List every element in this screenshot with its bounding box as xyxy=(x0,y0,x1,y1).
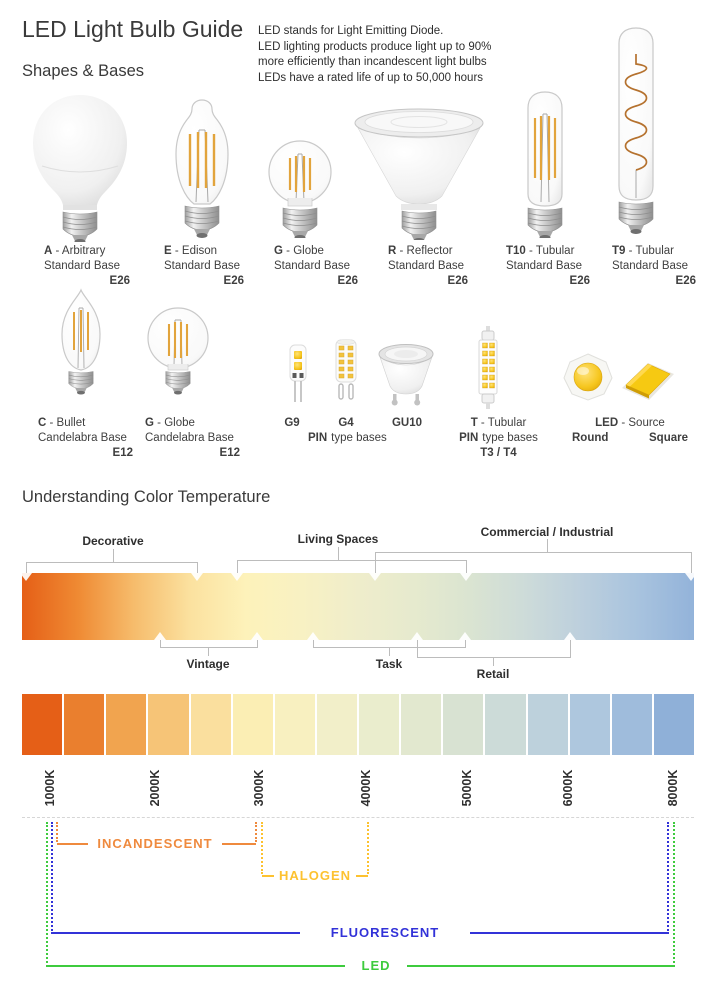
label-bulb-r: R - Reflector Standard Base E26 xyxy=(388,245,468,287)
fluorescent-range-line xyxy=(52,932,300,934)
bar-segment xyxy=(191,694,231,755)
label-pin-type-bases: PIN type bases xyxy=(308,432,387,444)
arrow-down xyxy=(685,573,697,581)
led-chip-round xyxy=(562,352,614,402)
arrow-up xyxy=(251,632,263,640)
label-led: LED xyxy=(361,958,391,973)
kelvin-label: 2000K xyxy=(148,769,162,807)
label-retail: Retail xyxy=(476,667,510,681)
bar-segment xyxy=(401,694,441,755)
label-halogen: HALOGEN xyxy=(279,868,351,883)
bar-segment xyxy=(64,694,104,755)
arrow-up xyxy=(411,632,423,640)
led-range-line xyxy=(46,822,48,967)
kelvin-label: 6000K xyxy=(561,769,575,807)
bar-segment xyxy=(612,694,652,755)
label-fluorescent: FLUORESCENT xyxy=(330,925,440,940)
divider-dashed-line xyxy=(22,817,694,818)
kelvin-label: 8000K xyxy=(666,769,680,807)
fluorescent-range-line xyxy=(667,822,669,934)
led-chip-square xyxy=(618,352,676,402)
bar-segment xyxy=(233,694,273,755)
label-vintage: Vintage xyxy=(186,657,230,671)
bulb-t10-tubular xyxy=(518,90,572,238)
label-t-tubular: T - Tubular PIN type bases T3 / T4 xyxy=(459,417,538,459)
bar-segment xyxy=(485,694,525,755)
bar-segment xyxy=(443,694,483,755)
bulb-g9-pin xyxy=(286,344,310,406)
bulb-t9-tubular xyxy=(606,26,666,238)
bar-segment xyxy=(317,694,357,755)
intro-line: LED stands for Light Emitting Diode. xyxy=(258,25,444,37)
arrow-down xyxy=(191,573,203,581)
label-g4: G4 xyxy=(338,417,354,429)
intro-line: LEDs have a rated life of up to 50,000 hours xyxy=(258,71,484,84)
incandescent-range-line xyxy=(222,843,256,845)
bar-segment xyxy=(654,694,694,755)
intro-line: more efficiently than incandescent light bulbs xyxy=(258,56,487,68)
fluorescent-range-line xyxy=(470,932,668,934)
bulb-g-candelabra xyxy=(142,306,214,406)
bar-segment xyxy=(570,694,610,755)
label-g9: G9 xyxy=(284,417,300,429)
bar-segment xyxy=(106,694,146,755)
kelvin-label: 5000K xyxy=(460,769,474,807)
arrow-down xyxy=(369,573,381,581)
arrow-down xyxy=(460,573,472,581)
label-commercial-industrial: Commercial / Industrial xyxy=(480,525,614,539)
bulb-c-bullet xyxy=(48,288,114,404)
bulb-a-arbitrary xyxy=(28,92,132,242)
fluorescent-range-line xyxy=(51,822,53,934)
intro-line: LED lighting products produce light up to 90% xyxy=(258,40,492,53)
bar-segment xyxy=(359,694,399,755)
bulb-g4-pin xyxy=(330,338,362,408)
label-bulb-g: G - Globe Standard Base E26 xyxy=(274,245,358,287)
label-decorative: Decorative xyxy=(82,534,144,548)
label-living-spaces: Living Spaces xyxy=(297,532,379,546)
arrow-down xyxy=(231,573,243,581)
label-gu10: GU10 xyxy=(391,417,423,429)
label-bulb-a: A - Arbitrary Standard Base E26 xyxy=(44,245,130,287)
bulb-r-reflector xyxy=(352,108,486,240)
bulb-t-r7s xyxy=(472,326,504,412)
led-range-line xyxy=(47,965,345,967)
incandescent-range-line xyxy=(56,822,58,842)
label-led-source: LED - Source Round Square xyxy=(572,417,688,444)
bar-segment xyxy=(22,694,62,755)
section-title-shapes: Shapes & Bases xyxy=(22,62,144,80)
section-title-color-temp: Understanding Color Temperature xyxy=(22,488,271,506)
bar-segment xyxy=(148,694,188,755)
arrow-up xyxy=(307,632,319,640)
kelvin-label: 3000K xyxy=(252,769,266,807)
incandescent-range-line xyxy=(255,822,257,842)
incandescent-range-line xyxy=(57,843,88,845)
bar-segment xyxy=(275,694,315,755)
label-bulb-t10: T10 - Tubular Standard Base E26 xyxy=(506,245,590,287)
intro-text xyxy=(258,24,491,86)
arrow-up xyxy=(154,632,166,640)
bar-segment xyxy=(528,694,568,755)
kelvin-label: 4000K xyxy=(359,769,373,807)
color-temp-gradient-bar xyxy=(22,573,694,640)
label-incandescent: INCANDESCENT xyxy=(97,836,213,851)
led-range-line xyxy=(673,822,675,967)
color-temp-segment-bar xyxy=(22,694,694,755)
halogen-range-line xyxy=(367,822,369,874)
label-bulb-c: C - Bullet Candelabra Base E12 xyxy=(38,417,133,459)
page-title: LED Light Bulb Guide xyxy=(22,16,244,42)
bulb-e-edison xyxy=(158,98,246,238)
label-bulb-t9: T9 - Tubular Standard Base E26 xyxy=(612,245,696,287)
arrow-up xyxy=(459,632,471,640)
arrow-up xyxy=(564,632,576,640)
arrow-down xyxy=(20,573,32,581)
label-task: Task xyxy=(375,657,403,671)
halogen-range-line xyxy=(261,822,263,874)
bulb-g-globe xyxy=(266,138,334,238)
label-bulb-g-candelabra: G - Globe Candelabra Base E12 xyxy=(145,417,240,459)
led-range-line xyxy=(407,965,674,967)
bulb-gu10 xyxy=(378,344,434,408)
kelvin-label: 1000K xyxy=(43,769,57,807)
label-bulb-e: E - Edison Standard Base E26 xyxy=(164,245,244,287)
